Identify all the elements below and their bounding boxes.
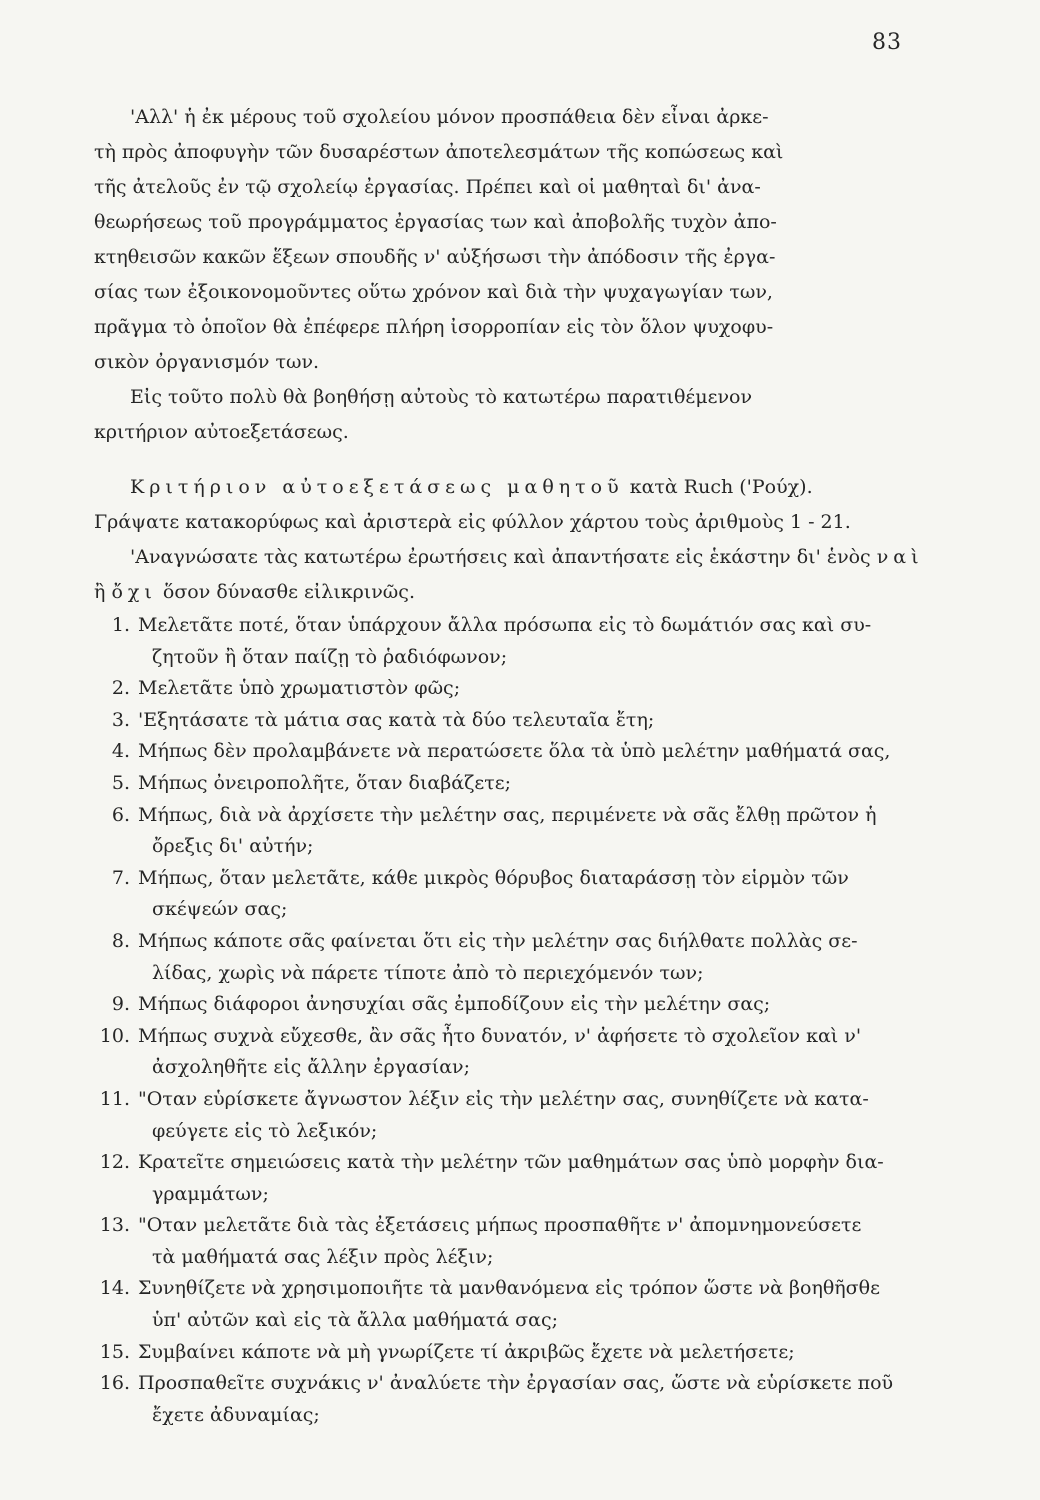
- text-line: Εἰς τοῦτο πολὺ θὰ βοηθήσῃ αὐτοὺς τὸ κατωτέρω παρατιθέμενον: [130, 386, 752, 408]
- text-line: σικὸν ὀργανισμόν των.: [94, 351, 320, 373]
- question-item: [94, 673, 914, 705]
- text-line: κτηθεισῶν κακῶν ἕξεων σπουδῆς ν' αὐξήσωσι τὴν ἀπόδοσιν τῆς ἐργα-: [94, 246, 776, 268]
- question-text: ὄρεξις δι' αὐτήν;: [152, 835, 314, 858]
- question-number: 16.: [99, 1372, 130, 1395]
- question-text: Μελετᾶτε ὑπὸ χρωματιστὸν φῶς;: [138, 677, 461, 700]
- question-text: Μελετᾶτε ποτέ, ὅταν ὑπάρχουν ἄλλα πρόσωπα εἰς τὸ δωμάτιόν σας καὶ συ-: [138, 614, 872, 636]
- second-paragraph: [94, 380, 914, 450]
- intro-paragraph: [94, 100, 914, 380]
- instruction-line: Γράψατε κατακορύφως καὶ ἀριστερὰ εἰς φύλλον χάρτου τοὺς ἀριθμοὺς 1 - 21.: [94, 511, 851, 533]
- question-item: [94, 1337, 914, 1369]
- question-number: 15.: [99, 1340, 130, 1363]
- question-number: 14.: [99, 1277, 130, 1300]
- question-number: 12.: [99, 1151, 130, 1174]
- instruction-or: ἢ: [94, 581, 112, 603]
- answer-no: ὄχι: [111, 581, 157, 603]
- question-text: Συνηθίζετε νὰ χρησιμοποιῆτε τὰ μανθανόμενα εἰς τρόπον ὥστε νὰ βοηθῆσθε: [138, 1277, 880, 1300]
- question-item: [94, 736, 914, 768]
- question-item: [94, 989, 914, 1021]
- question-text: Μήπως διάφοροι ἀνησυχίαι σᾶς ἐμποδίζουν εἰς τὴν μελέτην σας;: [138, 993, 771, 1016]
- question-item: [94, 705, 914, 737]
- question-number: 9.: [111, 993, 130, 1016]
- question-text: ἀσχοληθῆτε εἰς ἄλλην ἐργασίαν;: [152, 1056, 471, 1079]
- page-number: 83: [872, 30, 902, 55]
- questions-list: [94, 610, 914, 1431]
- question-item: [94, 768, 914, 800]
- page-body: [94, 100, 924, 1431]
- question-item: [94, 610, 914, 673]
- question-number: 13.: [99, 1214, 130, 1237]
- answer-yes: ναὶ: [876, 546, 924, 568]
- question-text: Μήπως, διὰ νὰ ἀρχίσετε τὴν μελέτην σας, περιμένετε νὰ σᾶς ἔλθῃ πρῶτον ἡ: [138, 803, 877, 826]
- instruction-text: ὅσον δύνασθε εἰλικρινῶς.: [156, 581, 415, 603]
- question-item: [94, 863, 914, 926]
- question-text: τὰ μαθήματά σας λέξιν πρὸς λέξιν;: [152, 1245, 494, 1268]
- text-line: θεωρήσεως τοῦ προγράμματος ἐργασίας των καὶ ἀποβολῆς τυχὸν ἀπο-: [94, 211, 777, 233]
- question-item: [94, 926, 914, 989]
- question-number: 7.: [111, 866, 130, 889]
- criterion-title: Κριτήριον αὐτοεξετάσεως μαθητοῦ: [130, 476, 624, 498]
- question-text: 'Εξητάσατε τὰ μάτια σας κατὰ τὰ δύο τελευταῖα ἔτη;: [138, 708, 655, 731]
- question-text: Προσπαθεῖτε συχνάκις ν' ἀναλύετε τὴν ἐργασίαν σας, ὥστε νὰ εὑρίσκετε ποῦ: [138, 1372, 894, 1395]
- question-text: ζητοῦν ἢ ὅταν παίζῃ τὸ ῥαδιόφωνον;: [152, 645, 508, 668]
- question-item: [94, 1368, 914, 1431]
- question-item: [94, 1273, 914, 1336]
- question-text: φεύγετε εἰς τὸ λεξικόν;: [152, 1119, 378, 1142]
- instruction-text: 'Αναγνώσατε τὰς κατωτέρω ἐρωτήσεις καὶ ἀπαντήσατε εἰς ἑκάστην δι' ἑνὸς: [130, 546, 877, 568]
- question-number: 10.: [99, 1024, 130, 1047]
- text-line: τῆς ἀτελοῦς ἐν τῷ σχολείῳ ἐργασίας. Πρέπει καὶ οἱ μαθηταὶ δι' ἀνα-: [94, 176, 761, 198]
- question-text: ἔχετε ἀδυναμίας;: [152, 1403, 320, 1426]
- question-item: [94, 1021, 914, 1084]
- instruction-line: [94, 540, 924, 575]
- question-text: Μήπως ὀνειροπολῆτε, ὅταν διαβάζετε;: [138, 771, 511, 794]
- instruction-line: [94, 575, 914, 610]
- criterion-block: [94, 470, 924, 610]
- question-number: 2.: [111, 677, 130, 700]
- question-number: 4.: [111, 740, 130, 763]
- text-line: κριτήριον αὐτοεξετάσεως.: [94, 421, 349, 443]
- question-item: [94, 800, 914, 863]
- text-line: 'Αλλ' ἡ ἐκ μέρους τοῦ σχολείου μόνον προσπάθεια δὲν εἶναι ἀρκε-: [130, 106, 769, 128]
- question-text: Μήπως κάποτε σᾶς φαίνεται ὅτι εἰς τὴν μελέτην σας διήλθατε πολλὰς σε-: [138, 929, 858, 952]
- question-number: 8.: [111, 929, 130, 952]
- text-line: σίας των ἐξοικονομοῦντες οὕτω χρόνον καὶ διὰ τὴν ψυχαγωγίαν των,: [94, 281, 773, 303]
- question-text: Μήπως δὲν προλαμβάνετε νὰ περατώσετε ὅλα τὰ ὑπὸ μελέτην μαθήματά σας,: [138, 740, 891, 763]
- question-item: [94, 1147, 914, 1210]
- criterion-heading: [94, 470, 914, 505]
- question-text: Κρατεῖτε σημειώσεις κατὰ τὴν μελέτην τῶν μαθημάτων σας ὑπὸ μορφὴν δια-: [138, 1151, 884, 1174]
- question-text: "Οταν μελετᾶτε διὰ τὰς ἐξετάσεις μήπως προσπαθῆτε ν' ἀπομνημονεύσετε: [138, 1214, 862, 1237]
- question-text: λίδας, χωρὶς νὰ πάρετε τίποτε ἀπὸ τὸ περιεχόμενόν των;: [152, 961, 704, 984]
- question-number: 6.: [111, 803, 130, 826]
- criterion-author: κατὰ Ruch ('Ρούχ).: [623, 476, 813, 498]
- question-number: 3.: [111, 708, 130, 731]
- question-number: 1.: [111, 614, 130, 636]
- question-text: ὑπ' αὐτῶν καὶ εἰς τὰ ἄλλα μαθήματά σας;: [152, 1309, 559, 1332]
- question-item: [94, 1084, 914, 1147]
- question-text: Συμβαίνει κάποτε νὰ μὴ γνωρίζετε τί ἀκριβῶς ἔχετε νὰ μελετήσετε;: [138, 1340, 795, 1363]
- question-number: 5.: [111, 771, 130, 794]
- question-text: γραμμάτων;: [152, 1182, 269, 1205]
- question-text: "Οταν εὑρίσκετε ἄγνωστον λέξιν εἰς τὴν μελέτην σας, συνηθίζετε νὰ κατα-: [138, 1087, 869, 1110]
- question-item: [94, 1210, 914, 1273]
- text-line: πρᾶγμα τὸ ὁποῖον θὰ ἐπέφερε πλήρη ἰσορροπίαν εἰς τὸν ὅλον ψυχοφυ-: [94, 316, 774, 338]
- question-text: Μήπως συχνὰ εὔχεσθε, ἂν σᾶς ἦτο δυνατόν, ν' ἀφήσετε τὸ σχολεῖον καὶ ν': [138, 1024, 862, 1047]
- question-number: 11.: [99, 1087, 130, 1110]
- text-line: τὴ πρὸς ἀποφυγὴν τῶν δυσαρέστων ἀποτελεσμάτων τῆς κοπώσεως καὶ: [94, 141, 784, 163]
- question-text: σκέψεών σας;: [152, 898, 288, 921]
- question-text: Μήπως, ὅταν μελετᾶτε, κάθε μικρὸς θόρυβος διαταράσσῃ τὸν εἱρμὸν τῶν: [138, 866, 849, 889]
